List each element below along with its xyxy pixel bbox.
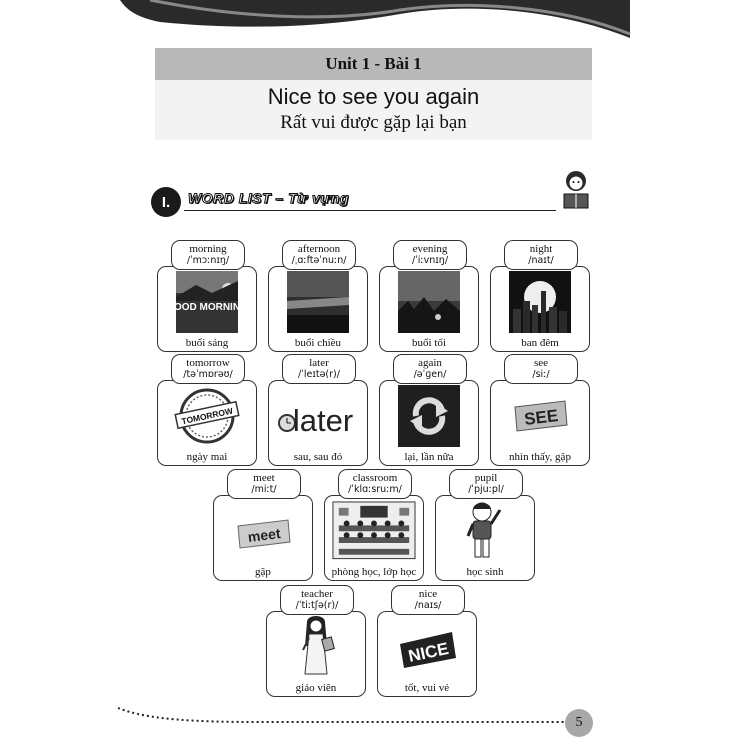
word-card-evening: [379, 240, 479, 365]
word-ipa: /ˈtiːtʃə(r)/: [295, 600, 339, 611]
word-label: [391, 585, 465, 615]
afternoon-sky-icon: [287, 271, 349, 333]
tomorrow-stamp-icon: [176, 385, 238, 447]
evening-dusk-icon: [398, 271, 460, 333]
unit-banner: [155, 48, 592, 80]
night-city-moon-icon: [509, 271, 571, 333]
word-vietnamese: học sinh: [466, 566, 504, 578]
word-label: [171, 240, 245, 270]
word-card-meet: [213, 469, 313, 594]
word-english: morning: [189, 243, 227, 255]
word-card-morning: [157, 240, 257, 365]
pic-text: SEE: [523, 405, 560, 429]
see-sticker-icon: [509, 385, 571, 447]
word-english: tomorrow: [186, 357, 230, 369]
word-ipa: /ˌɑːftəˈnuːn/: [291, 255, 347, 266]
word-english: nice: [418, 588, 438, 600]
word-vietnamese: lại, lần nữa: [404, 451, 454, 463]
word-picture-card: [324, 495, 424, 581]
word-picture-card: [490, 380, 590, 466]
pic-text: meet: [246, 525, 282, 545]
word-ipa: /naɪs/: [414, 600, 442, 611]
word-label: [504, 354, 578, 384]
word-ipa: /ˈpjuːpl/: [468, 484, 504, 495]
section-number-badge: I.: [151, 187, 181, 217]
word-ipa: /ˈiːvnɪŋ/: [411, 255, 449, 266]
word-card-later: [268, 354, 368, 479]
word-card-see: [490, 354, 590, 479]
word-label: [171, 354, 245, 384]
word-ipa: /siː/: [532, 369, 550, 380]
word-card-pupil: [435, 469, 535, 594]
footer-dotted-rule: [118, 706, 568, 726]
word-label: [282, 240, 356, 270]
word-picture-card: [213, 495, 313, 581]
meet-sticker-icon: [232, 500, 294, 562]
repeat-arrows-icon: [398, 385, 460, 447]
word-label: [393, 240, 467, 270]
word-english: see: [533, 357, 549, 369]
word-vietnamese: buổi chiều: [294, 337, 342, 349]
word-label: [449, 469, 523, 499]
word-label: [227, 469, 301, 499]
word-vietnamese: sau, sau đó: [293, 451, 343, 463]
word-picture-card: [157, 266, 257, 352]
word-ipa: /ˈklɑːsruːm/: [348, 484, 402, 495]
word-card-afternoon: [268, 240, 368, 365]
word-ipa: /naɪt/: [528, 255, 554, 266]
word-english: evening: [412, 243, 448, 255]
unit-title: Unit 1 - Bài 1: [325, 54, 422, 73]
pic-text: later: [292, 403, 354, 438]
word-label: [280, 585, 354, 615]
good-morning-sunrise-icon: [166, 271, 248, 333]
word-picture-card: [435, 495, 535, 581]
word-english: afternoon: [297, 243, 341, 255]
word-picture-card: [266, 611, 366, 697]
word-card-night: [490, 240, 590, 365]
word-vietnamese: gặp: [255, 566, 271, 578]
word-ipa: /əˈɡen/: [413, 369, 447, 380]
pic-text: GOOD MORNING: [166, 302, 248, 313]
pic-text: TOMORROW: [180, 405, 234, 427]
word-label: [282, 354, 356, 384]
word-label: [338, 469, 412, 499]
word-english: night: [529, 243, 553, 255]
word-ipa: /ˈleɪtə(r)/: [298, 369, 340, 380]
word-picture-card: [377, 611, 477, 697]
lesson-title-english: Nice to see you again: [267, 84, 480, 109]
nice-sticker-icon: [396, 616, 458, 678]
word-picture-card: [157, 380, 257, 466]
page-number: 5: [565, 709, 593, 737]
lesson-title-vietnamese: Rất vui được gặp lại bạn: [280, 112, 467, 133]
pupil-boy-waving-icon: [454, 500, 516, 562]
word-english: teacher: [301, 588, 333, 600]
reading-child-icon: [556, 168, 596, 212]
word-card-tomorrow: [157, 354, 257, 479]
word-card-teacher: [266, 585, 366, 710]
pic-text: NICE: [406, 638, 451, 666]
later-clock-icon: [275, 385, 361, 447]
word-picture-card: [490, 266, 590, 352]
word-vietnamese: ban đêm: [521, 337, 559, 349]
word-vietnamese: tốt, vui vẻ: [404, 682, 450, 694]
word-english: later: [309, 357, 329, 369]
word-vietnamese: buổi sáng: [185, 337, 229, 349]
section-title: WORD LIST – Từ vựng: [188, 190, 349, 206]
word-vietnamese: nhìn thấy, gặp: [509, 451, 571, 463]
classroom-icon: [331, 500, 417, 562]
word-card-classroom: [324, 469, 424, 594]
word-vietnamese: buổi tối: [412, 337, 446, 349]
teacher-woman-icon: [285, 616, 347, 678]
word-vietnamese: giáo viên: [295, 682, 337, 694]
word-picture-card: [379, 380, 479, 466]
word-ipa: /miːt/: [251, 484, 277, 495]
word-card-nice: [377, 585, 477, 710]
word-english: classroom: [352, 472, 398, 484]
word-card-again: [379, 354, 479, 479]
word-vietnamese: phòng học, lớp học: [331, 566, 417, 578]
section-underline: [184, 210, 556, 211]
word-label: [393, 354, 467, 384]
word-ipa: /təˈmɒrəʊ/: [183, 369, 233, 380]
word-picture-card: [268, 380, 368, 466]
word-picture-card: [268, 266, 368, 352]
word-english: pupil: [474, 472, 498, 484]
word-picture-card: [379, 266, 479, 352]
word-english: meet: [253, 472, 275, 484]
word-english: again: [418, 357, 442, 369]
word-ipa: /ˈmɔːnɪŋ/: [186, 255, 230, 266]
word-label: [504, 240, 578, 270]
word-vietnamese: ngày mai: [186, 451, 228, 463]
